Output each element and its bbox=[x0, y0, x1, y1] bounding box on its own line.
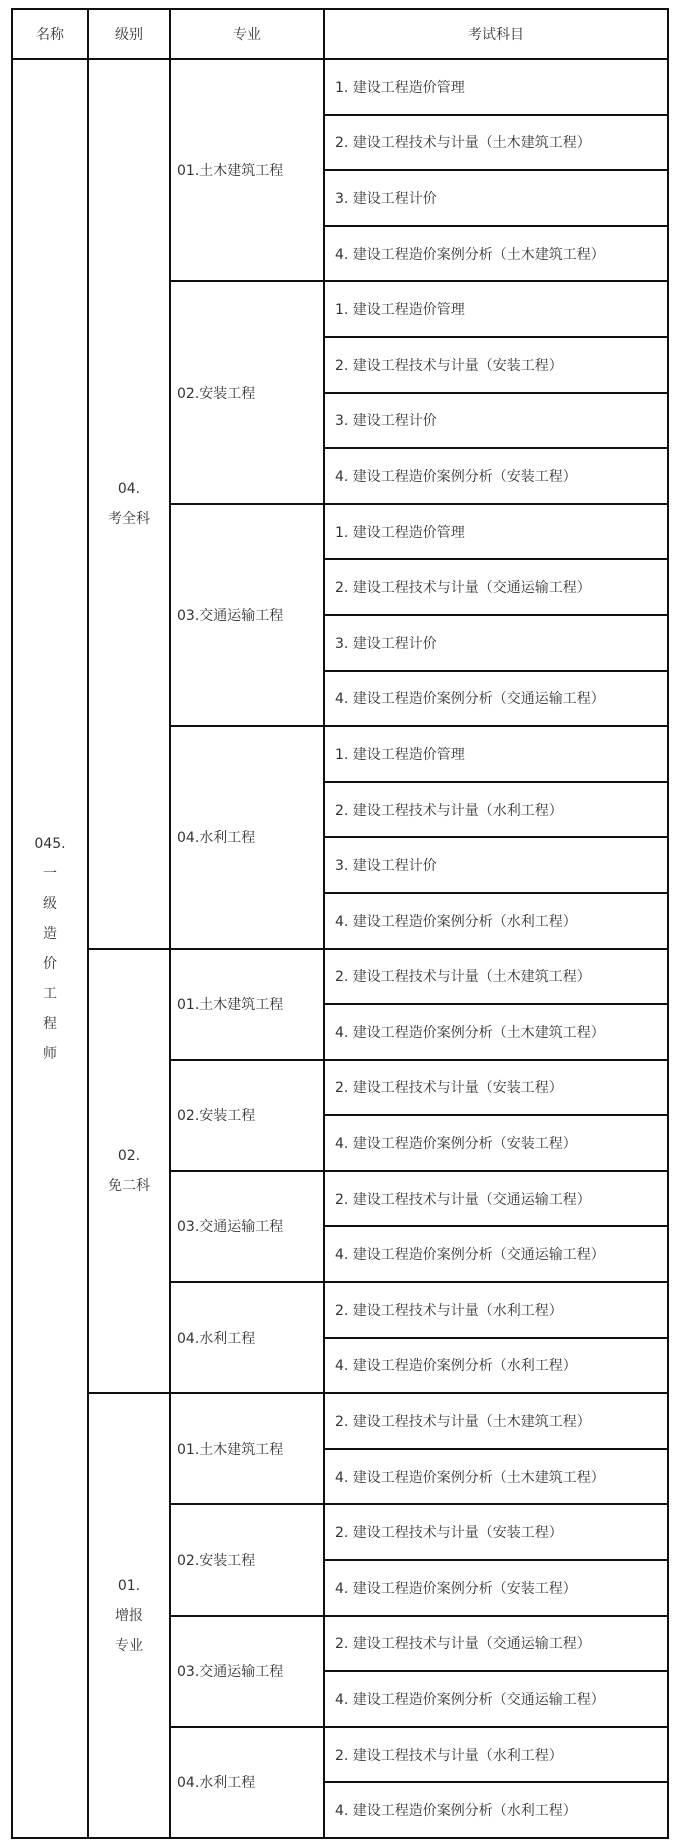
subject-cell: 4. 建设工程造价案例分析（土木建筑工程） bbox=[324, 226, 668, 282]
subject-cell: 2. 建设工程技术与计量（土木建筑工程） bbox=[324, 949, 668, 1005]
header-subjects: 考试科目 bbox=[324, 9, 668, 59]
subject-cell: 4. 建设工程造价案例分析（交通运输工程） bbox=[324, 1671, 668, 1727]
subject-cell: 2. 建设工程技术与计量（安装工程） bbox=[324, 1060, 668, 1116]
subject-cell: 4. 建设工程造价案例分析（水利工程） bbox=[324, 1338, 668, 1394]
subject-cell: 3. 建设工程计价 bbox=[324, 837, 668, 893]
name-cell: 045. 一 级 造 价 工 程 师 bbox=[12, 59, 88, 1838]
major-cell: 03.交通运输工程 bbox=[170, 1616, 324, 1727]
subject-cell: 1. 建设工程造价管理 bbox=[324, 281, 668, 337]
subject-cell: 2. 建设工程技术与计量（交通运输工程） bbox=[324, 1171, 668, 1227]
major-cell: 01.土木建筑工程 bbox=[170, 949, 324, 1060]
subject-cell: 4. 建设工程造价案例分析（安装工程） bbox=[324, 448, 668, 504]
subject-cell: 2. 建设工程技术与计量（安装工程） bbox=[324, 337, 668, 393]
subject-cell: 2. 建设工程技术与计量（水利工程） bbox=[324, 1282, 668, 1338]
major-cell: 01.土木建筑工程 bbox=[170, 1393, 324, 1504]
subject-cell: 2. 建设工程技术与计量（土木建筑工程） bbox=[324, 115, 668, 171]
subject-cell: 3. 建设工程计价 bbox=[324, 170, 668, 226]
major-cell: 04.水利工程 bbox=[170, 1282, 324, 1393]
subject-cell: 1. 建设工程造价管理 bbox=[324, 504, 668, 560]
major-cell: 01.土木建筑工程 bbox=[170, 59, 324, 281]
major-cell: 03.交通运输工程 bbox=[170, 504, 324, 726]
subject-cell: 4. 建设工程造价案例分析（安装工程） bbox=[324, 1560, 668, 1616]
header-major: 专业 bbox=[170, 9, 324, 59]
major-cell: 02.安装工程 bbox=[170, 281, 324, 503]
header-level: 级别 bbox=[88, 9, 170, 59]
major-cell: 03.交通运输工程 bbox=[170, 1171, 324, 1282]
subject-cell: 1. 建设工程造价管理 bbox=[324, 726, 668, 782]
subject-cell: 2. 建设工程技术与计量（安装工程） bbox=[324, 1504, 668, 1560]
subject-cell: 3. 建设工程计价 bbox=[324, 615, 668, 671]
table-row bbox=[12, 1393, 668, 1449]
subject-cell: 3. 建设工程计价 bbox=[324, 393, 668, 449]
subject-cell: 2. 建设工程技术与计量（土木建筑工程） bbox=[324, 1393, 668, 1449]
subject-cell: 4. 建设工程造价案例分析（交通运输工程） bbox=[324, 1226, 668, 1282]
subject-cell: 4. 建设工程造价案例分析（水利工程） bbox=[324, 1782, 668, 1838]
major-cell: 02.安装工程 bbox=[170, 1504, 324, 1615]
subject-cell: 4. 建设工程造价案例分析（交通运输工程） bbox=[324, 671, 668, 727]
level-cell: 04. 考全科 bbox=[88, 59, 170, 949]
table-row bbox=[12, 949, 668, 1005]
major-cell: 02.安装工程 bbox=[170, 1060, 324, 1171]
subject-cell: 2. 建设工程技术与计量（交通运输工程） bbox=[324, 1616, 668, 1672]
subject-cell: 4. 建设工程造价案例分析（安装工程） bbox=[324, 1115, 668, 1171]
subject-cell: 2. 建设工程技术与计量（水利工程） bbox=[324, 1727, 668, 1783]
subject-cell: 1. 建设工程造价管理 bbox=[324, 59, 668, 115]
level-cell: 02. 免二科 bbox=[88, 949, 170, 1394]
subject-cell: 2. 建设工程技术与计量（水利工程） bbox=[324, 782, 668, 838]
table-row bbox=[12, 59, 668, 115]
subject-cell: 4. 建设工程造价案例分析（水利工程） bbox=[324, 893, 668, 949]
subject-cell: 2. 建设工程技术与计量（交通运输工程） bbox=[324, 559, 668, 615]
major-cell: 04.水利工程 bbox=[170, 1727, 324, 1838]
subject-cell: 4. 建设工程造价案例分析（土木建筑工程） bbox=[324, 1449, 668, 1505]
exam-subjects-table bbox=[11, 8, 669, 1839]
level-cell: 01. 增报 专业 bbox=[88, 1393, 170, 1838]
header-name: 名称 bbox=[12, 9, 88, 59]
header-row bbox=[12, 9, 668, 59]
subject-cell: 4. 建设工程造价案例分析（土木建筑工程） bbox=[324, 1004, 668, 1060]
major-cell: 04.水利工程 bbox=[170, 726, 324, 948]
